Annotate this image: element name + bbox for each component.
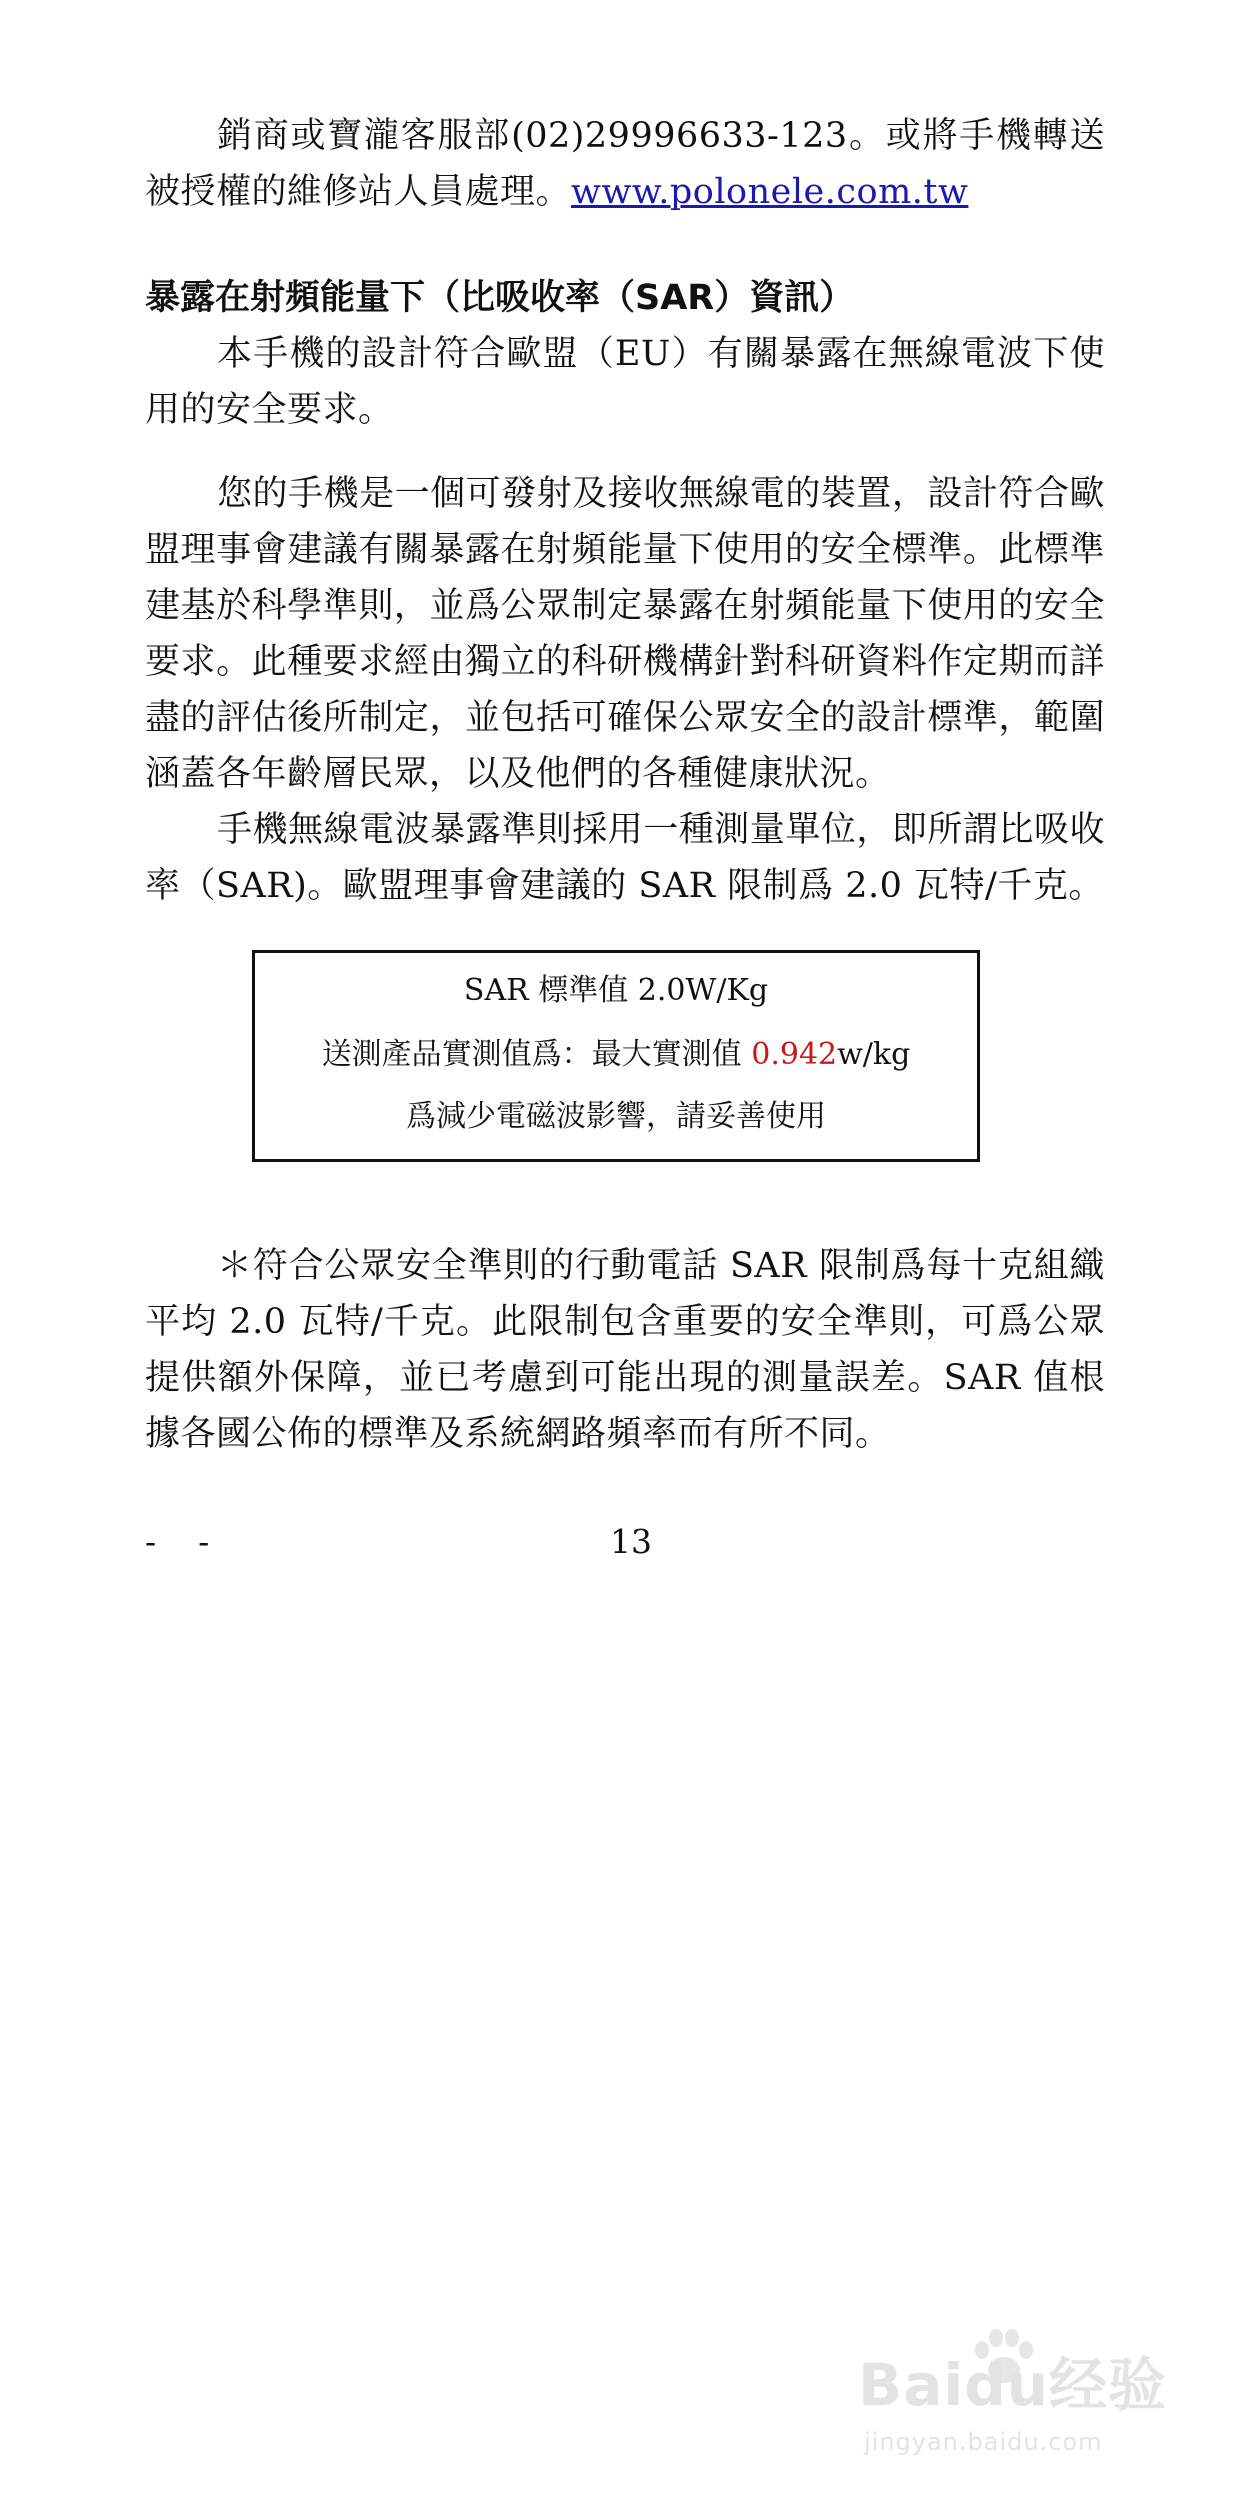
sar-info-box [252, 950, 980, 1162]
sar-standard-value: SAR 標準值 2.0W/Kg [463, 973, 769, 1008]
intro-paragraph [145, 108, 1105, 220]
sar-measured-prefix: 送測產品實測值爲：最大實測值 [321, 1037, 752, 1072]
sar-measured-value: 0.942 [751, 1037, 838, 1072]
watermark-url: jingyan.baidu.com [864, 2428, 1103, 2456]
footer-dashes: - - [145, 1522, 210, 1561]
sar-measured-line [255, 1035, 977, 1075]
intro-text: 銷商或寶瀧客服部(02)29996633-123。或將手機轉送被授權的維修站人員處理。 [145, 116, 1105, 212]
baidu-watermark [858, 2350, 1178, 2480]
watermark-logo: Baidu经验 [858, 2351, 1168, 2419]
paragraph-safety-standard: 您的手機是一個可發射及接收無線電的裝置，設計符合歐盟理事會建議有關暴露在射頻能量下使用的安全標準。此標準建基於科學準則，並爲公眾制定暴露在射頻能量下使用的安全要求。此種要求經由獨立的科研機構針對科研資料作定期而詳盡的評估後所制定，並包括可確保公眾安全的設計標準，範圍涵蓋各年齡層民眾，以及他們的各種健康狀況。 [145, 474, 1105, 794]
website-link[interactable]: www.polonele.com.tw [571, 172, 969, 212]
sar-note-paragraph: ＊符合公眾安全準則的行動電話 SAR 限制爲每十克組織平均 2.0 瓦特/千克。此限制包含重要的安全準則，可爲公眾提供額外保障，並已考慮到可能出現的測量誤差。SAR 值根據各國公佈的標準及系統網路頻率而有所不同。 [145, 1246, 1105, 1454]
section-title: 暴露在射頻能量下（比吸收率（SAR）資訊） [145, 278, 855, 318]
page-number: 13 [610, 1522, 652, 1561]
sar-measured-unit: w/kg [837, 1037, 911, 1072]
sar-advice: 爲減少電磁波影響，請妥善使用 [406, 1099, 826, 1134]
paragraph-eu-compliance: 本手機的設計符合歐盟（EU）有關暴露在無線電波下使用的安全要求。 [145, 334, 1105, 430]
paragraph-sar-definition: 手機無線電波暴露準則採用一種測量單位，即所謂比吸收率（SAR)。歐盟理事會建議的 SAR 限制爲 2.0 瓦特/千克。 [145, 810, 1105, 906]
